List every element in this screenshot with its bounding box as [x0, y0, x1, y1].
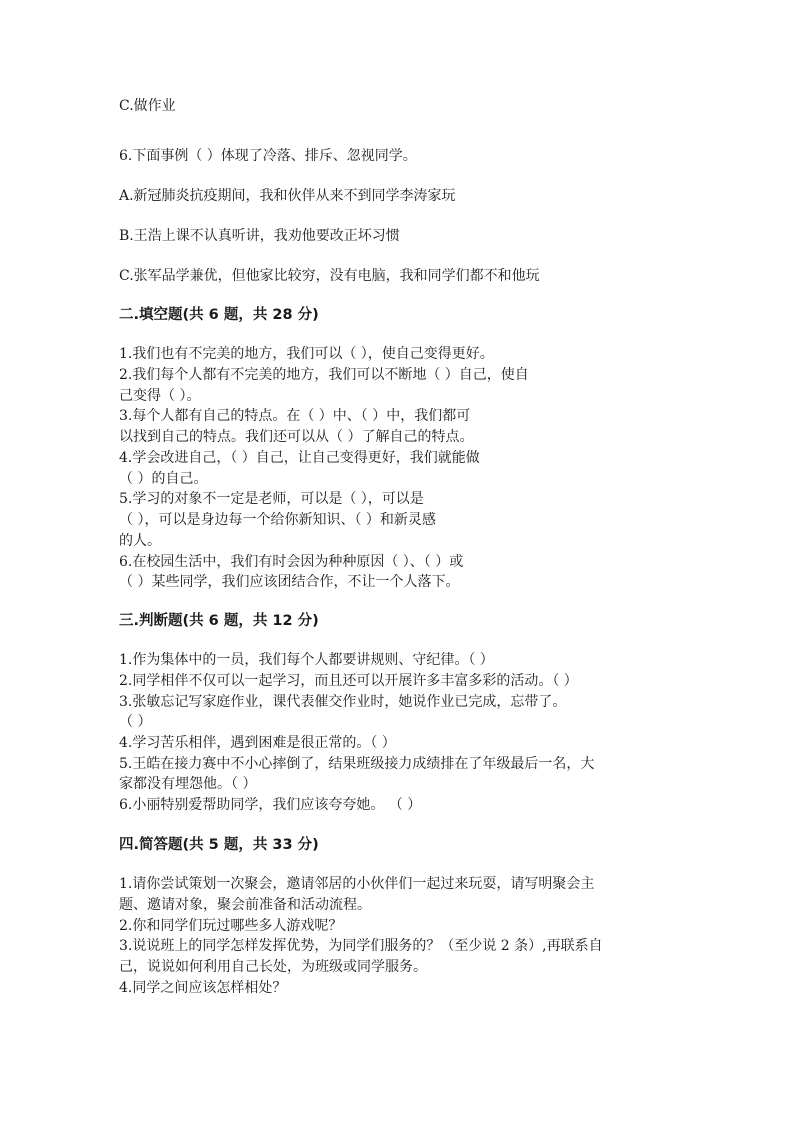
- q6-stem: 6.下面事例（ ）体现了冷落、排斥、忽视同学。: [119, 148, 417, 164]
- answer-line: 2.你和同学们玩过哪些多人游戏呢？: [119, 918, 343, 934]
- section-fill-blank-title: 二.填空题(共 6 题，共 28 分): [119, 307, 319, 323]
- fill-line: 以找到自己的特点。我们还可以从（ ）了解自己的特点。: [119, 429, 474, 445]
- q6-option-b: B.王浩上课不认真听讲，我劝他要改正坏习惯: [119, 228, 400, 244]
- judge-line: 6.小丽特别爱帮助同学，我们应该夸夸她。 （ ）: [119, 797, 422, 813]
- answer-line: 4.同学之间应该怎样相处？: [119, 980, 287, 996]
- answer-line: 3.说说班上的同学怎样发挥优势，为同学们服务的？（至少说 2 条）,再联系自: [119, 938, 603, 954]
- judge-line: 4.学习苦乐相伴，遇到困难是很正常的。（ ）: [119, 735, 396, 751]
- fill-line: 2.我们每个人都有不完美的地方，我们可以不断地（ ）自己，使自: [119, 367, 529, 383]
- fill-line: （ ）某些同学，我们应该团结合作，不让一个人落下。: [119, 574, 460, 590]
- fill-line: 己变得（ ）。: [119, 388, 201, 404]
- q6-option-c: C.张军品学兼优，但他家比较穷，没有电脑，我和同学们都不和他玩: [119, 268, 540, 284]
- section-judgement-title: 三.判断题(共 6 题，共 12 分): [119, 613, 319, 629]
- answer-line: 己，说说如何利用自己长处，为班级或同学服务。: [119, 959, 427, 975]
- fill-line: （ ）的自己。: [119, 471, 208, 487]
- fill-line: （ ），可以是身边每一个给你新知识、（ ）和新灵感: [119, 512, 436, 528]
- section-short-answer-title: 四.简答题(共 5 题，共 33 分): [119, 837, 319, 853]
- answer-line: 题、邀请对象，聚会前准备和活动流程。: [119, 897, 371, 913]
- fill-line: 5.学习的对象不一定是老师，可以是（ ），可以是: [119, 491, 424, 507]
- fill-line: 3.每个人都有自己的特点。在（ ）中、（ ）中，我们都可: [119, 408, 471, 424]
- judge-line: 5.王皓在接力赛中不小心摔倒了，结果班级接力成绩排在了年级最后一名，大: [119, 756, 595, 772]
- answer-line: 1.请你尝试策划一次聚会，邀请邻居的小伙伴们一起过来玩耍，请写明聚会主: [119, 876, 595, 892]
- fill-line: 的人。: [119, 533, 161, 549]
- q6-option-a: A.新冠肺炎抗疫期间，我和伙伴从来不到同学李涛家玩: [119, 188, 456, 204]
- judge-line: 1.作为集体中的一员，我们每个人都要讲规则、守纪律。（ ）: [119, 652, 494, 668]
- fill-line: 1.我们也有不完美的地方，我们可以（ ），使自己变得更好。: [119, 346, 494, 362]
- fill-line: 6.在校园生活中，我们有时会因为种种原因（ ）、（ ）或: [119, 554, 464, 570]
- fill-line: 4.学会改进自己，（ ）自己，让自己变得更好，我们就能做: [119, 450, 480, 466]
- judge-line: 2.同学相伴不仅可以一起学习，而且还可以开展许多丰富多彩的活动。（ ）: [119, 673, 578, 689]
- judge-line: 3.张敏忘记写家庭作业，课代表催交作业时，她说作业已完成，忘带了。: [119, 694, 567, 710]
- judge-line: 家都没有埋怨他。（ ）: [119, 776, 257, 792]
- judge-line: （ ）: [119, 714, 152, 730]
- q5-option-c: C.做作业: [119, 98, 176, 114]
